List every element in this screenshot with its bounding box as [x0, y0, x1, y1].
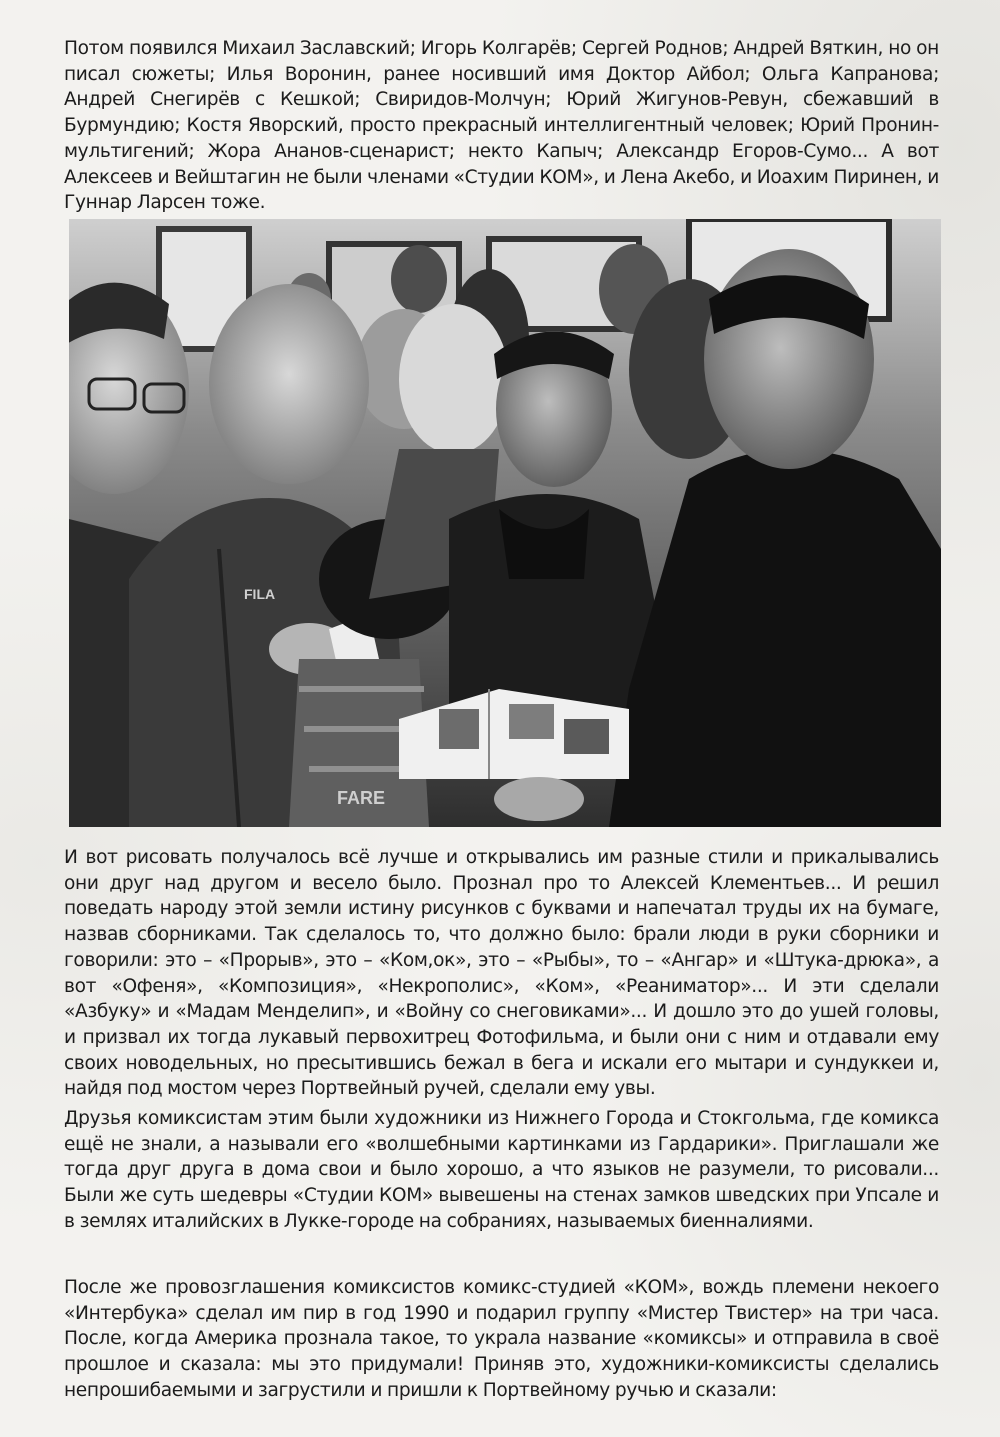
group-photo [69, 219, 941, 827]
paragraph-2: И вот рисовать получалось всё лучше и открывались им разные стили и прикалывались они друг над другом и весело было. Прознал про то Алексей Клементьев... И решил поведать народу этой земли истину рисунков с буквами и напечатал труды их на бумаге, назвав сборниками. Так сделалось то, что должно было: брали люди в руки сборники и говорили: это – «Прорыв», это – «Ком,ок», это – «Рыбы», то – «Ангар» и «Штука-дрюка», а вот «Офеня», «Композиция», «Некрополис», «Ком», «Реаниматор»... И эти сделали «Азбуку» и «Мадам Менделип», и «Войну со снеговиками»... И дошло это до ушей головы, и призвал их тогда лукавый первохитрец Фотофильма, и были они с ним и отдавали ему своих новодельных, но пресытившись бежал в бега и искали его мытари и сундуккеи и, найдя под мостом через Портвейный ручей, сделали ему увы. [64, 847, 939, 1100]
paragraph-3: Друзья комиксистам этим были художники из Нижнего Города и Стокгольма, где комикса ещё не знали, а называли его «волшебными картинками из Гардарики». Приглашали же тогда друг друга в дома свои и было хорошо, а что языков не разумели, то рисовали... Были же суть шедевры «Студии КОМ» вывешены на стенах замков шведских при Упсале и в землях италийских в Лукке-городе на собраниях, называемых биенналиями. [64, 1108, 939, 1232]
bag-text: FARE [337, 788, 386, 808]
paragraph-1: Потом появился Михаил Заславский; Игорь Колгарёв; Сергей Роднов; Андрей Вяткин, но он писал сюжеты; Илья Воронин, ранее носивший имя Доктор Айбол; Ольга Капранова; Андрей Снегирёв с Кешкой; Свиридов-Молчун; Юрий Жигунов-Ревун, сбежавший в Бурмундию; Костя Яворский, просто прекрасный интеллигентный человек; Юрий Пронин-мультигений; Жора Ананов-сценарист; некто Капыч; Александр Егоров-Сумо... А вот Алексеев и Вейштагин не были членами «Студии КОМ», и Лена Акебо, и Иоахим Пиринен, и Гуннар Ларсен тоже. [64, 38, 939, 214]
shirt-logo: FILA [244, 586, 276, 602]
paragraph-4: После же провозглашения комиксистов комикс-студией «КОМ», вождь племени некоего «Интербука» сделал им пир в год 1990 и подарил группу «Мистер Твистер» на три часа. После, когда Америка прознала такое, то украла название «комиксы» и отправила в своё прошлое и сказала: мы это придумали! Приняв это, художники-комиксисты сделались непрошибаемыми и загрустили и пришли к Портвейному ручью и сказали: [64, 1277, 939, 1401]
